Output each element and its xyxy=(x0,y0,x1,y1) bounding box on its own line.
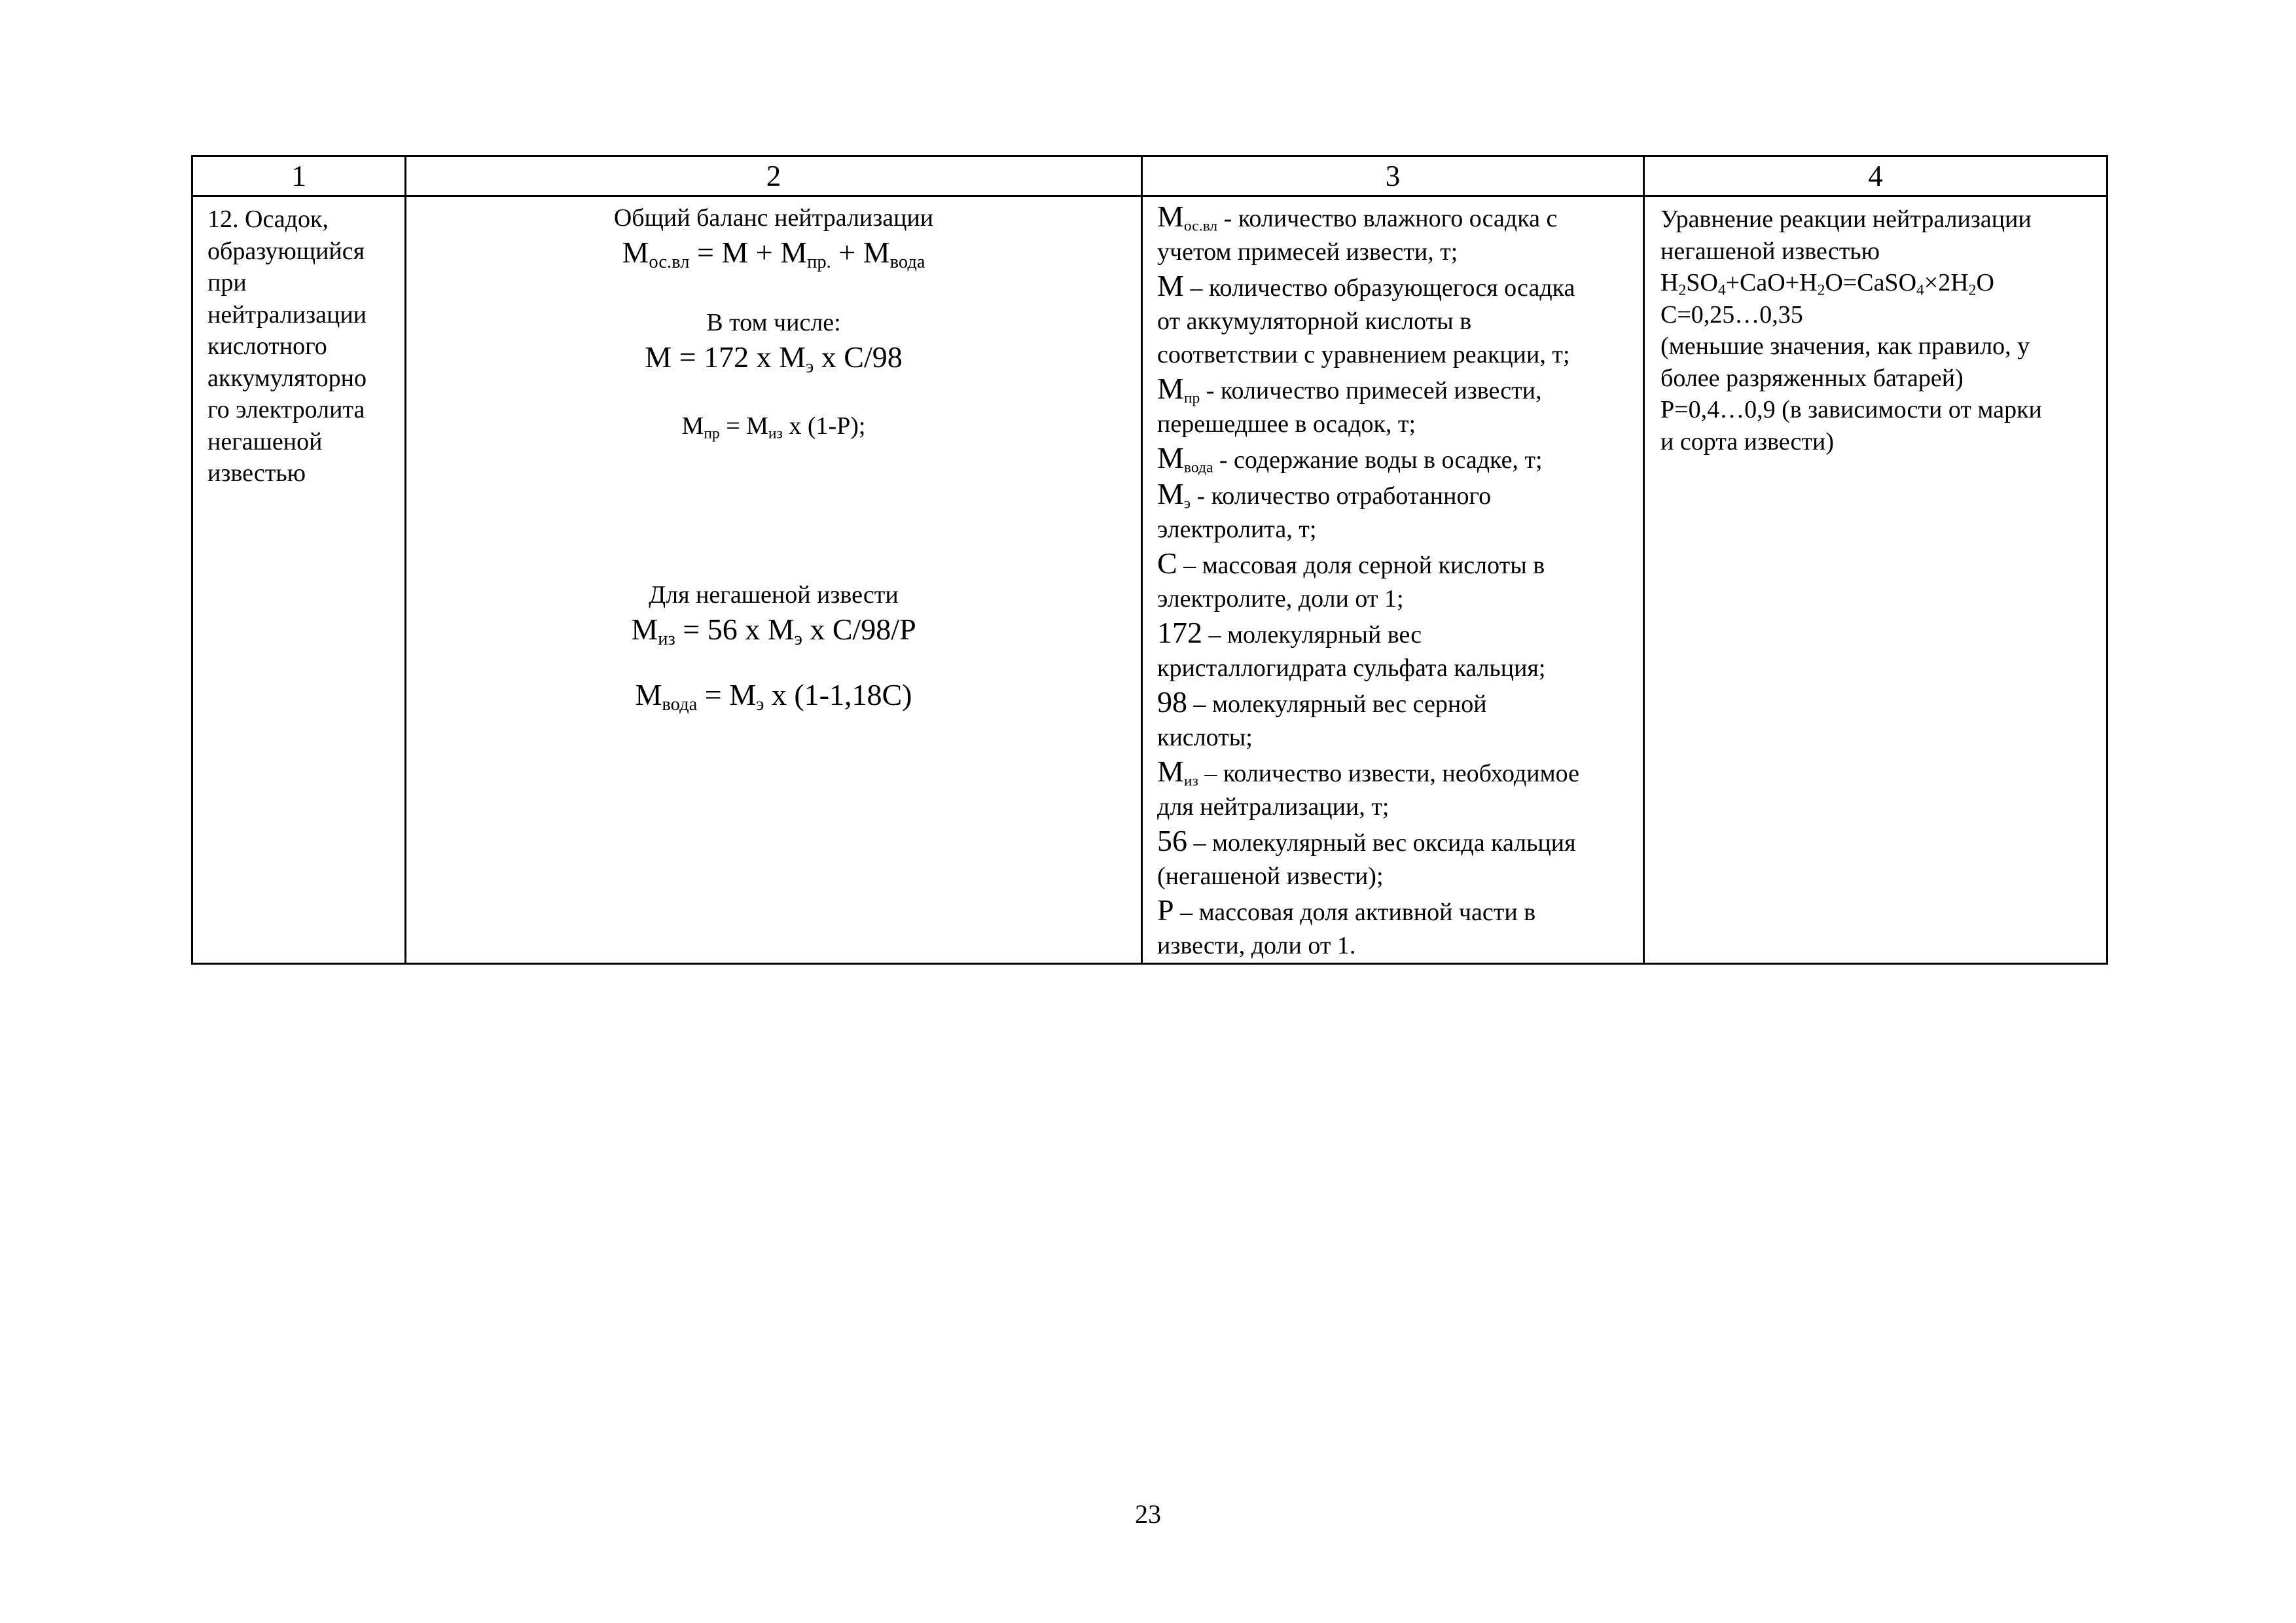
definition-line: С – массовая доля серной кислоты в xyxy=(1157,546,1545,580)
definition-line: $М_{из}$ – количество извести, необходимое xyxy=(1157,755,1580,790)
balance-title: Общий баланс нейтрализации xyxy=(613,204,934,232)
data-table xyxy=(191,155,2108,965)
definition-line: Р – массовая доля активной части в xyxy=(1157,893,1536,927)
lime-title: Для негашеной извести xyxy=(649,581,899,609)
formulas-cell xyxy=(406,196,1142,964)
sediment-formula: М = 172 х $М_э$ х С/98 xyxy=(645,340,903,377)
note-line: (меньшие значения, как правило, у xyxy=(1660,332,2030,360)
item-name-line: 12. Осадок, xyxy=(207,205,329,233)
definition-line: для нейтрализации, т; xyxy=(1157,793,1390,821)
definition-line: кислоты; xyxy=(1157,724,1253,751)
item-name-line: кислотного xyxy=(207,332,327,360)
definition-line: (негашеной извести); xyxy=(1157,863,1384,890)
definition-line: 56 – молекулярный вес оксида кальция xyxy=(1157,824,1576,857)
definitions-cell xyxy=(1142,196,1644,964)
table-header-row xyxy=(192,156,2108,196)
item-name-line: аккумуляторно xyxy=(207,364,367,392)
definition-line: М – количество образующегося осадка xyxy=(1157,269,1575,302)
water-formula: $М_{вода} = М_э$ х (1-1,18С) xyxy=(635,678,912,715)
item-name-line: нейтрализации xyxy=(207,300,367,329)
p-range: Р=0,4…0,9 (в зависимости от марки xyxy=(1660,396,2042,423)
definition-line: извести, доли от 1. xyxy=(1157,932,1356,959)
c-range: С=0,25…0,35 xyxy=(1660,300,1803,329)
reaction-cell xyxy=(1644,196,2108,964)
balance-formula: $М_{ос.вл} = М + М_{пр.} + М_{вода}$ xyxy=(622,236,925,272)
definition-line: электролита, т; xyxy=(1157,516,1317,543)
table-row xyxy=(192,196,2108,964)
lime-formula: $М_{из} = 56$ х $М_э$ х С/98/Р xyxy=(631,613,916,649)
definition-line: $М_э$ - количество отработанного xyxy=(1157,477,1492,512)
definition-line: учетом примесей извести, т; xyxy=(1157,238,1458,266)
definition-line: перешедшее в осадок, т; xyxy=(1157,410,1416,438)
reaction-title: Уравнение реакции нейтрализации xyxy=(1660,205,2032,233)
note-line: более разряженных батарей) xyxy=(1660,364,1964,392)
header-cell-4: 4 xyxy=(1644,156,2108,196)
definition-line: 98 – молекулярный вес серной xyxy=(1157,685,1487,719)
item-name-line: при xyxy=(207,269,247,296)
item-name-line: негашеной xyxy=(207,427,323,455)
definition-line: $М_{вода}$ - содержание воды в осадке, т; xyxy=(1157,441,1543,476)
definition-line: от аккумуляторной кислоты в xyxy=(1157,308,1472,335)
header-cell-1: 1 xyxy=(192,156,406,196)
header-cell-2: 2 xyxy=(406,156,1142,196)
in-total-label: В том числе: xyxy=(706,309,841,336)
definition-line: $М_{ос.вл}$ - количество влажного осадка с xyxy=(1157,200,1558,235)
definition-line: кристаллогидрата сульфата кальция; xyxy=(1157,654,1546,682)
item-name-line: образующийся xyxy=(207,237,365,265)
definition-line: $М_{пр}$ - количество примесей извести, xyxy=(1157,372,1542,407)
p-range: и сорта извести) xyxy=(1660,427,1834,455)
item-name-line: известью xyxy=(207,459,306,487)
definition-line: электролите, доли от 1; xyxy=(1157,585,1404,613)
item-name-cell xyxy=(192,196,406,964)
header-cell-3: 3 xyxy=(1142,156,1644,196)
item-name-line: го электролита xyxy=(207,396,365,423)
reaction-equation: $H_2SO_4+CaO+H_2O=CaSO_4\times 2H_2O$ xyxy=(1660,269,1994,299)
page-number: 23 xyxy=(1135,1499,1161,1529)
definition-line: 172 – молекулярный вес xyxy=(1157,616,1422,649)
definition-line: соответствии с уравнением реакции, т; xyxy=(1157,341,1570,368)
reaction-subtitle: негашеной известью xyxy=(1660,237,1880,265)
impurity-formula: $М_{пр} = М_{из}$ х (1-Р); xyxy=(681,412,866,442)
